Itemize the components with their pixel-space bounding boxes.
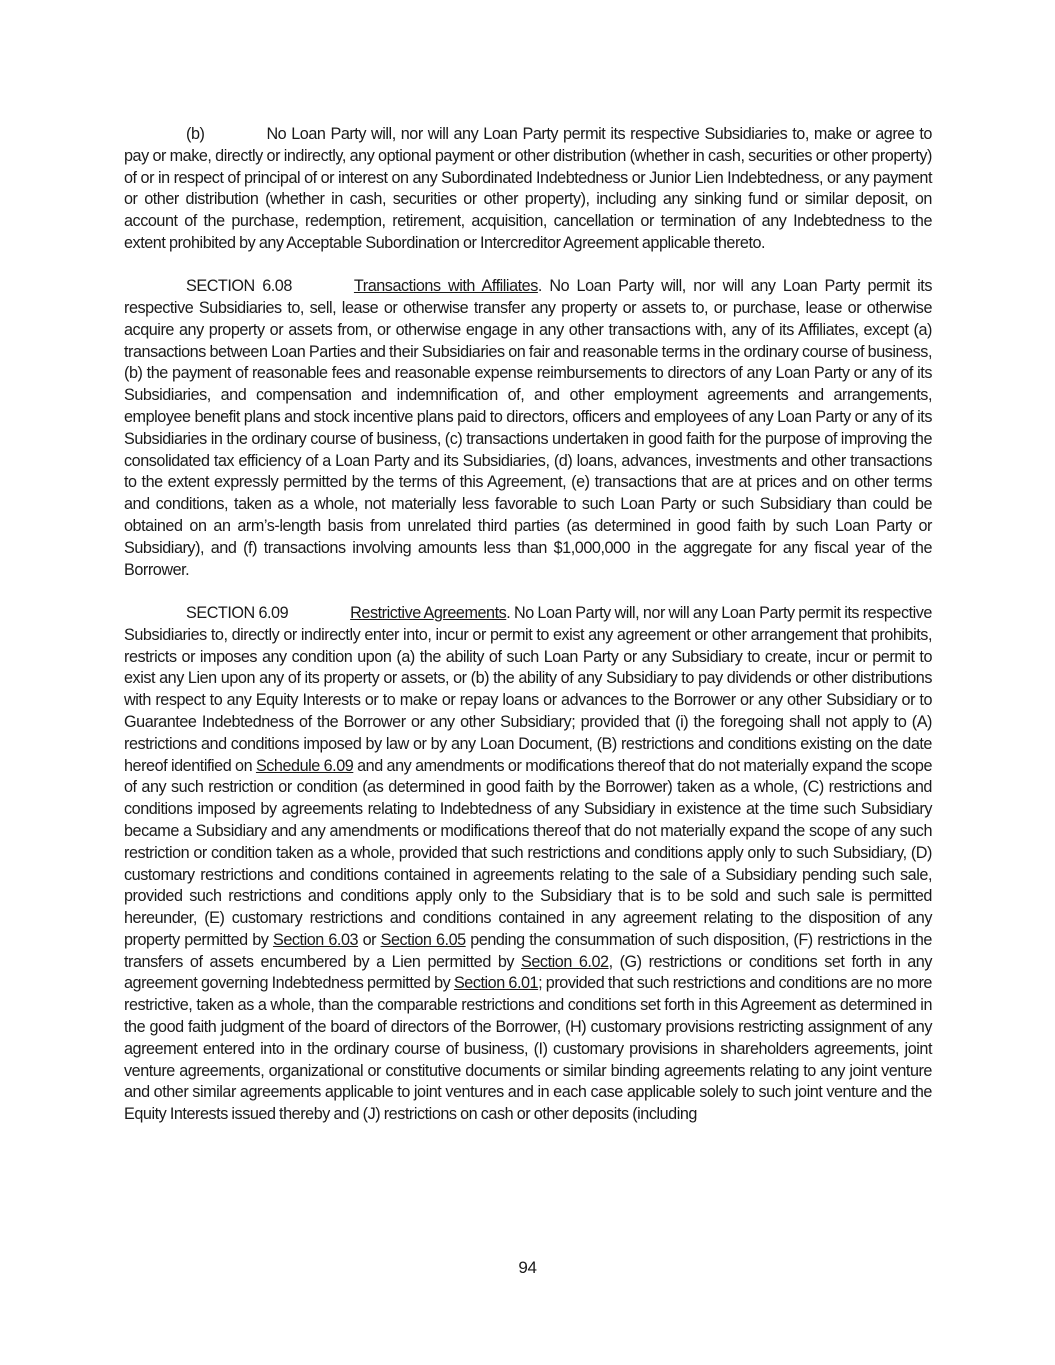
section-6-09 xyxy=(124,603,932,1126)
section-6-09-number: SECTION 6.09 xyxy=(186,603,289,622)
section-6-08-number: SECTION 6.08 xyxy=(186,277,292,296)
section-6-08-text: . No Loan Party will, nor will any Loan Party permit its respective Subsidiaries to, sell, lease or otherwise transfer any property or assets to, or purchase, lease or otherwise acquire any property or assets from, or otherwise engage in any other transactions with, any of its Affiliates, except (a) transactions between Loan Parties and their Subsidiaries on fair and reasonable terms in the ordinary course of business, (b) the payment of reasonable fees and reasonable expense reimbursements to directors of any Loan Party or any of its Subsidiaries, and compensation and indemnification of, and other employment agreements and arrangements, employee benefit plans and stock incentive plans paid to directors, officers and employees of any Loan Party or any of its Subsidiaries in the ordinary course of business, (c) transactions undertaken in good faith for the purpose of improving the consolidated tax efficiency of a Loan Party and its Subsidiaries, (d) loans, advances, investments and other transactions to the extent expressly permitted by the terms of this Agreement, (e) transactions that are at prices and on other terms and conditions, taken as a whole, not materially less favorable to such Loan Party or such Subsidiary than could be obtained on an arm’s-length basis from unrelated third parties (as determined in good faith by such Loan Party or Subsidiary), and (f) transactions involving amounts less than $1,000,000 in the aggregate for any fiscal year of the Borrower. xyxy=(124,277,932,579)
page-number: 94 xyxy=(518,1258,537,1277)
section-6-09-text-1: . No Loan Party will, nor will any Loan Party permit its respective Subsidiaries to, directly or indirectly enter into, incur or permit to exist any agreement or other arrangement that prohibits, restricts or imposes any condition upon (a) the ability of such Loan Party or any Subsidiary to create, incur or permit to exist any Lien upon any of its property or assets, or (b) the ability of any Subsidiary to pay dividends or other distributions with respect to any Equity Interests or to make or repay loans or advances to the Borrower or any other Subsidiary or to Guarantee Indebtedness of the Borrower or any other Subsidiary; provided that (i) the foregoing shall not apply to (A) restrictions and conditions imposed by law or by any Loan Document, (B) restrictions and conditions existing on the date hereof identified on xyxy=(124,603,932,775)
section-6-09-text-5: , (G) restrictions or conditions set forth in any agreement governing Indebtedness permitted by xyxy=(124,952,932,993)
section-6-01-link[interactable]: Section 6.01 xyxy=(453,974,539,993)
section-6-02-link[interactable]: Section 6.02 xyxy=(521,952,609,971)
section-6-09-text-2: and any amendments or modifications thereof that do not materially expand the scope of any such restriction or condition (as determined in good faith by the Borrower) taken as a whole, (C) restrictions and conditions imposed by agreements relating to Indebtedness of any Subsidiary in existence at the time such Subsidiary became a Subsidiary and any amendments or modifications thereof that do not materially expand the scope of any such restriction or condition taken as a whole, provided that such restrictions and conditions apply only to such Subsidiary, (D) customary restrictions and conditions contained in agreements relating to the sale of a Subsidiary pending such sale, provided such restrictions and conditions apply only to the Subsidiary that is to be sold and such sale is permitted hereunder, (E) customary restrictions and conditions contained in any agreement relating to the disposition of any property permitted by xyxy=(124,756,933,949)
paragraph-b xyxy=(124,124,932,255)
section-6-09-text-4: pending the consummation of such disposition, (F) restrictions in the transfers of assets encumbered by a Lien permitted by xyxy=(124,930,932,971)
schedule-6-09-link[interactable]: Schedule 6.09 xyxy=(255,756,354,775)
section-6-09-text-6: ; provided that such restrictions and conditions are no more restrictive, taken as a whole, than the comparable restrictions and conditions set forth in this Agreement as determined in the good faith judgment of the board of directors of the Borrower, (H) customary provisions restricting assignment of any agreement entered into in the ordinary course of business, (I) customary provisions in shareholders agreements, joint venture agreements, organizational or constitutive documents or similar binding agreements relating to any joint venture and other similar agreements applicable to joint ventures and in each case applicable solely to such joint venture and the Equity Interests issued thereby and (J) restrictions on cash or other deposits (including xyxy=(124,974,932,1124)
section-6-08 xyxy=(124,276,932,581)
paragraph-b-text: No Loan Party will, nor will any Loan Party permit its respective Subsidiaries to, make or agree to pay or make, directly or indirectly, any optional payment or other distribution (whether in cash, securities or other property) of or in respect of principal of or interest on any Subordinated Indebtedness or Junior Lien Indebtedness, or any payment or other distribution (whether in cash, securities or other property), including any sinking fund or similar deposit, on account of the purchase, redemption, retirement, acquisition, cancellation or termination of any Indebtedness to the extent prohibited by any Acceptable Subordination or Intercreditor Agreement applicable thereto. xyxy=(124,125,932,252)
section-6-09-title: Restrictive Agreements xyxy=(350,603,507,622)
document-page xyxy=(124,124,932,1148)
section-6-03-link[interactable]: Section 6.03 xyxy=(272,930,359,949)
paragraph-b-label: (b) xyxy=(186,125,205,143)
section-6-05-link[interactable]: Section 6.05 xyxy=(380,930,466,949)
section-6-08-title: Transactions with Affiliates xyxy=(353,277,538,296)
section-6-09-text-3: or xyxy=(358,930,381,949)
